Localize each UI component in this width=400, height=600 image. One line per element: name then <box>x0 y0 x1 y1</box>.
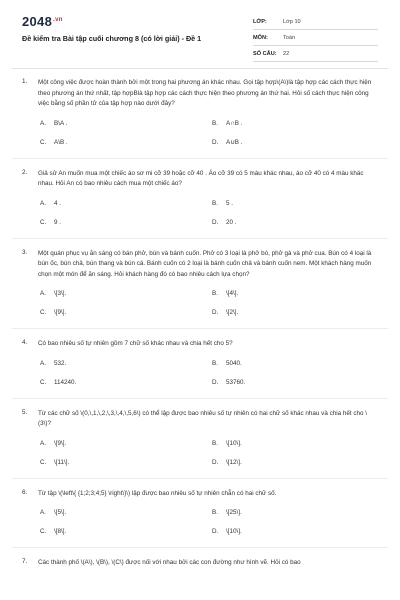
meta-key: LỚP: <box>253 18 267 25</box>
question-text: Từ các chữ số \(0,\,1,\,2,\,3,\,4,\,5,6\) có thể lập được bao nhiêu số tự nhiên có hai chữ số khác nhau và chia hết cho \(3\)? <box>38 409 368 427</box>
document-header <box>0 0 400 62</box>
answer-option[interactable] <box>212 528 384 535</box>
option-label: A. <box>40 119 46 127</box>
question-4 <box>22 339 378 386</box>
option-value: 9 . <box>54 218 62 226</box>
answer-option[interactable] <box>40 459 212 466</box>
option-value: \[10\]. <box>226 439 242 447</box>
question-number: 2. <box>22 168 28 176</box>
answer-option[interactable] <box>212 120 384 127</box>
question-text: Giả sử An muốn mua một chiếc áo sơ mi cỡ 39 hoặc cỡ 40 . Áo cỡ 39 có 5 màu khác nhau, áo cỡ 40 có 4 màu khác nhau. Hỏi An có bao nhiêu cách mua một chiếc áo? <box>38 169 364 187</box>
option-label: C. <box>40 528 47 535</box>
question-divider <box>12 238 388 239</box>
option-label: C. <box>40 138 47 146</box>
question-6 <box>22 489 378 536</box>
document-meta <box>253 14 378 62</box>
option-label: C. <box>40 309 47 316</box>
answer-option[interactable] <box>40 440 212 447</box>
meta-row-class <box>253 14 378 30</box>
question-divider <box>12 328 388 329</box>
answer-options <box>40 440 378 466</box>
answer-option[interactable] <box>40 528 212 535</box>
option-label: D. <box>212 378 219 386</box>
answer-options <box>40 120 378 146</box>
answer-option[interactable] <box>212 200 384 207</box>
question-text: Một quán phục vụ ăn sáng có bán phở, bún và bánh cuốn. Phở có 3 loại là phở bò, phở gà và phở cua. Bún có 4 loại là bún ốc, bún chả, bún thang và bún cá. Bánh cuốn có 2 loại là bánh cuốn chả và bánh cuốn nem. Một khách hàng muốn chọn một món để ăn sáng. Hỏi khách hàng đó có bao nhiêu cách lựa chọn? <box>38 249 372 278</box>
question-text: Từ tập \(\left\{ {1;2;3;4;5} \right\}\) lập được bao nhiêu số tự nhiên chẵn có hai chữ số. <box>38 489 277 497</box>
option-value: A∪B . <box>226 138 243 146</box>
option-label: B. <box>212 290 218 297</box>
option-label: A. <box>40 509 46 516</box>
answer-option[interactable] <box>40 309 212 316</box>
answer-option[interactable] <box>40 120 212 127</box>
meta-key: MÔN: <box>253 34 268 41</box>
option-label: D. <box>212 458 219 466</box>
question-number: 5. <box>22 408 28 416</box>
question-number: 3. <box>22 248 28 256</box>
question-divider <box>12 478 388 479</box>
answer-option[interactable] <box>40 200 212 207</box>
option-label: D. <box>212 218 219 226</box>
answer-option[interactable] <box>212 379 384 386</box>
option-label: C. <box>40 218 47 226</box>
option-value: \[12\]. <box>226 458 242 466</box>
option-value: \[9\]. <box>54 439 67 447</box>
option-value: 53760. <box>226 378 246 386</box>
answer-option[interactable] <box>40 139 212 146</box>
option-value: A\B . <box>54 138 68 146</box>
option-value: \[3\]. <box>54 290 67 297</box>
document-title: Đề kiểm tra Bài tập cuối chương 8 (có lời giải) - Đề 1 <box>22 34 202 43</box>
option-value: \[25\]. <box>226 509 242 516</box>
question-text: Có bao nhiêu số tự nhiên gồm 7 chữ số khác nhau và chia hết cho 5? <box>38 340 233 347</box>
meta-key: SỐ CÂU: <box>253 50 277 57</box>
option-label: B. <box>212 509 218 516</box>
option-value: B\A . <box>54 119 68 127</box>
answer-option[interactable] <box>40 219 212 226</box>
question-divider <box>12 547 388 548</box>
option-label: B. <box>212 199 218 207</box>
answer-options <box>40 200 378 226</box>
meta-row-subject <box>253 30 378 46</box>
option-label: A. <box>40 439 46 447</box>
option-value: \[10\]. <box>226 528 242 535</box>
answer-option[interactable] <box>212 309 384 316</box>
header-divider <box>12 68 388 69</box>
answer-option[interactable] <box>212 360 384 367</box>
question-number: 7. <box>22 558 28 565</box>
option-value: \[4\]. <box>226 290 239 297</box>
answer-option[interactable] <box>212 219 384 226</box>
question-7 <box>22 558 378 569</box>
option-label: C. <box>40 458 47 466</box>
answer-option[interactable] <box>40 360 212 367</box>
answer-option[interactable] <box>212 139 384 146</box>
answer-option[interactable] <box>212 459 384 466</box>
answer-options <box>40 509 378 535</box>
option-label: D. <box>212 309 219 316</box>
question-2 <box>22 169 378 226</box>
option-value: \[2\]. <box>226 309 239 316</box>
option-label: A. <box>40 359 46 367</box>
question-number: 6. <box>22 488 28 496</box>
option-label: C. <box>40 378 47 386</box>
answer-option[interactable] <box>212 440 384 447</box>
question-divider <box>12 398 388 399</box>
question-3 <box>22 249 378 317</box>
answer-option[interactable] <box>40 379 212 386</box>
option-value: 5 . <box>226 199 234 207</box>
option-value: \[5\]. <box>54 509 67 516</box>
meta-value: Lớp 10 <box>283 18 301 25</box>
question-number: 1. <box>22 78 28 85</box>
option-value: \[8\]. <box>54 528 67 535</box>
logo-text: 2048 <box>22 14 53 29</box>
question-text: Một công việc được hoàn thành bởi một trong hai phương án khác nhau. Gọi tập hợp\(A\)là tập hợp các cách thực hiện theo phương án thứ nhất, tập hợpBlà tập hợp các cách thực hiện theo phương án thứ hai. Hỏi số cách thực hiện công việc bằng số phần tử của tập hợp nào dưới đây? <box>38 79 372 107</box>
option-label: B. <box>212 119 218 127</box>
question-list <box>0 78 400 569</box>
option-value: 114240. <box>54 378 77 386</box>
answer-option[interactable] <box>212 290 384 297</box>
meta-value: 22 <box>283 50 290 57</box>
option-label: D. <box>212 528 219 535</box>
option-label: B. <box>212 439 218 447</box>
question-divider <box>12 158 388 159</box>
question-text: Các thành phố \(A\), \(B\), \(C\) được nối với nhau bởi các con đường như hình vẽ. Hỏi có bao <box>38 559 301 566</box>
logo-suffix: .vn <box>53 16 63 23</box>
option-value: \[9\]. <box>54 309 67 316</box>
answer-options <box>40 290 378 316</box>
question-5 <box>22 409 378 466</box>
option-value: A∩B . <box>226 119 243 127</box>
option-value: 20 . <box>226 218 237 226</box>
question-1 <box>22 78 378 146</box>
meta-row-question-count <box>253 46 378 62</box>
answer-option[interactable] <box>40 509 212 516</box>
site-logo[interactable] <box>22 14 63 29</box>
meta-value: Toán <box>283 34 296 41</box>
option-label: A. <box>40 199 46 207</box>
option-label: D. <box>212 138 219 146</box>
option-label: A. <box>40 290 46 297</box>
answer-option[interactable] <box>40 290 212 297</box>
option-label: B. <box>212 359 218 367</box>
option-value: 532. <box>54 359 67 367</box>
option-value: 5040. <box>226 359 242 367</box>
option-value: \[11\]. <box>54 458 70 466</box>
option-value: 4 . <box>54 199 62 207</box>
answer-options <box>40 360 378 386</box>
answer-option[interactable] <box>212 509 384 516</box>
question-number: 4. <box>22 339 28 346</box>
